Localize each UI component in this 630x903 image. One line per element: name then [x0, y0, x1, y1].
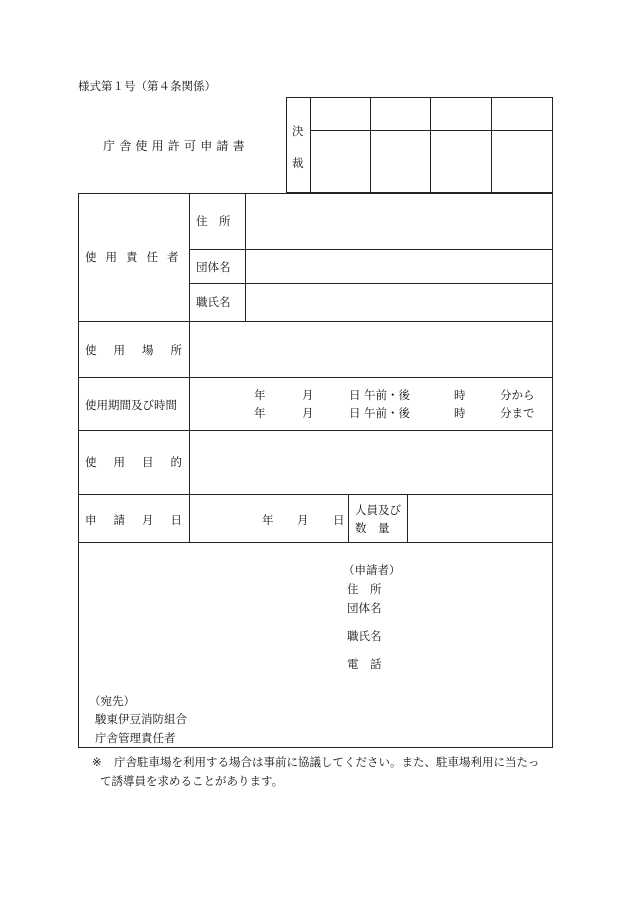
people-label-1: 人員及び — [355, 503, 401, 517]
apply-day: 日 — [333, 513, 345, 527]
col-divider — [348, 494, 349, 542]
address-field[interactable] — [246, 194, 552, 249]
addressee-line1: 駿東伊豆消防組合 — [95, 712, 187, 726]
purpose-field[interactable] — [190, 431, 552, 494]
addressee-line2: 庁舎管理責任者 — [95, 731, 176, 745]
form-title: 庁舎使用許可申請書 — [103, 139, 249, 153]
apply-year: 年 — [262, 513, 274, 527]
form-reference: 様式第１号（第４条関係） — [78, 79, 216, 93]
period-year: 年 — [254, 406, 266, 420]
period-month: 月 — [302, 388, 314, 402]
apply-date-label: 申請月日 — [85, 513, 199, 527]
note-line1: 庁舎駐車場を利用する場合は事前に協議してください。また、駐車場利用に当たっ — [114, 755, 540, 769]
applicant-section — [78, 543, 553, 748]
approval-cell[interactable] — [370, 98, 431, 192]
period-year: 年 — [254, 388, 266, 402]
people-label-2: 数 量 — [355, 521, 390, 535]
period-minute-to: 分まで — [500, 406, 535, 420]
name-field[interactable] — [246, 284, 552, 321]
people-field[interactable] — [408, 495, 552, 542]
note-line2: て誘導員を求めることがあります。 — [100, 774, 284, 788]
period-label: 使用期間及び時間 — [85, 398, 177, 412]
approval-cell[interactable] — [310, 98, 371, 192]
applicant-name-label: 職氏名 — [347, 629, 382, 643]
name-label: 職氏名 — [196, 295, 231, 309]
purpose-label: 使用目的 — [85, 455, 199, 469]
apply-month: 月 — [297, 513, 309, 527]
org-label: 団体名 — [196, 260, 231, 274]
period-month: 月 — [302, 406, 314, 420]
addressee-heading: （宛先） — [89, 694, 135, 708]
approval-label-bottom: 裁 — [292, 156, 304, 170]
period-ampm: 午前・後 — [364, 388, 410, 402]
place-label: 使用場所 — [85, 343, 199, 357]
period-minute-from: 分から — [500, 388, 535, 402]
period-day: 日 — [349, 406, 361, 420]
applicant-heading: （申請者） — [343, 563, 401, 577]
org-field[interactable] — [246, 250, 552, 283]
approval-row-divider — [310, 130, 552, 131]
row-divider — [79, 377, 552, 378]
applicant-address-label: 住 所 — [347, 582, 382, 596]
period-day: 日 — [349, 388, 361, 402]
period-hour: 時 — [454, 406, 466, 420]
period-hour: 時 — [454, 388, 466, 402]
application-table — [78, 193, 553, 543]
address-label: 住 所 — [196, 214, 231, 228]
approval-cell[interactable] — [430, 98, 492, 192]
applicant-org-label: 団体名 — [347, 601, 382, 615]
approval-box — [286, 97, 553, 193]
approval-label-top: 決 — [292, 124, 304, 138]
period-ampm: 午前・後 — [364, 406, 410, 420]
note-mark: ※ — [92, 755, 102, 769]
approval-label — [287, 98, 311, 192]
applicant-phone-label: 電 話 — [347, 657, 382, 671]
place-field[interactable] — [190, 322, 552, 377]
responsible-label: 使用責任者 — [85, 250, 188, 264]
